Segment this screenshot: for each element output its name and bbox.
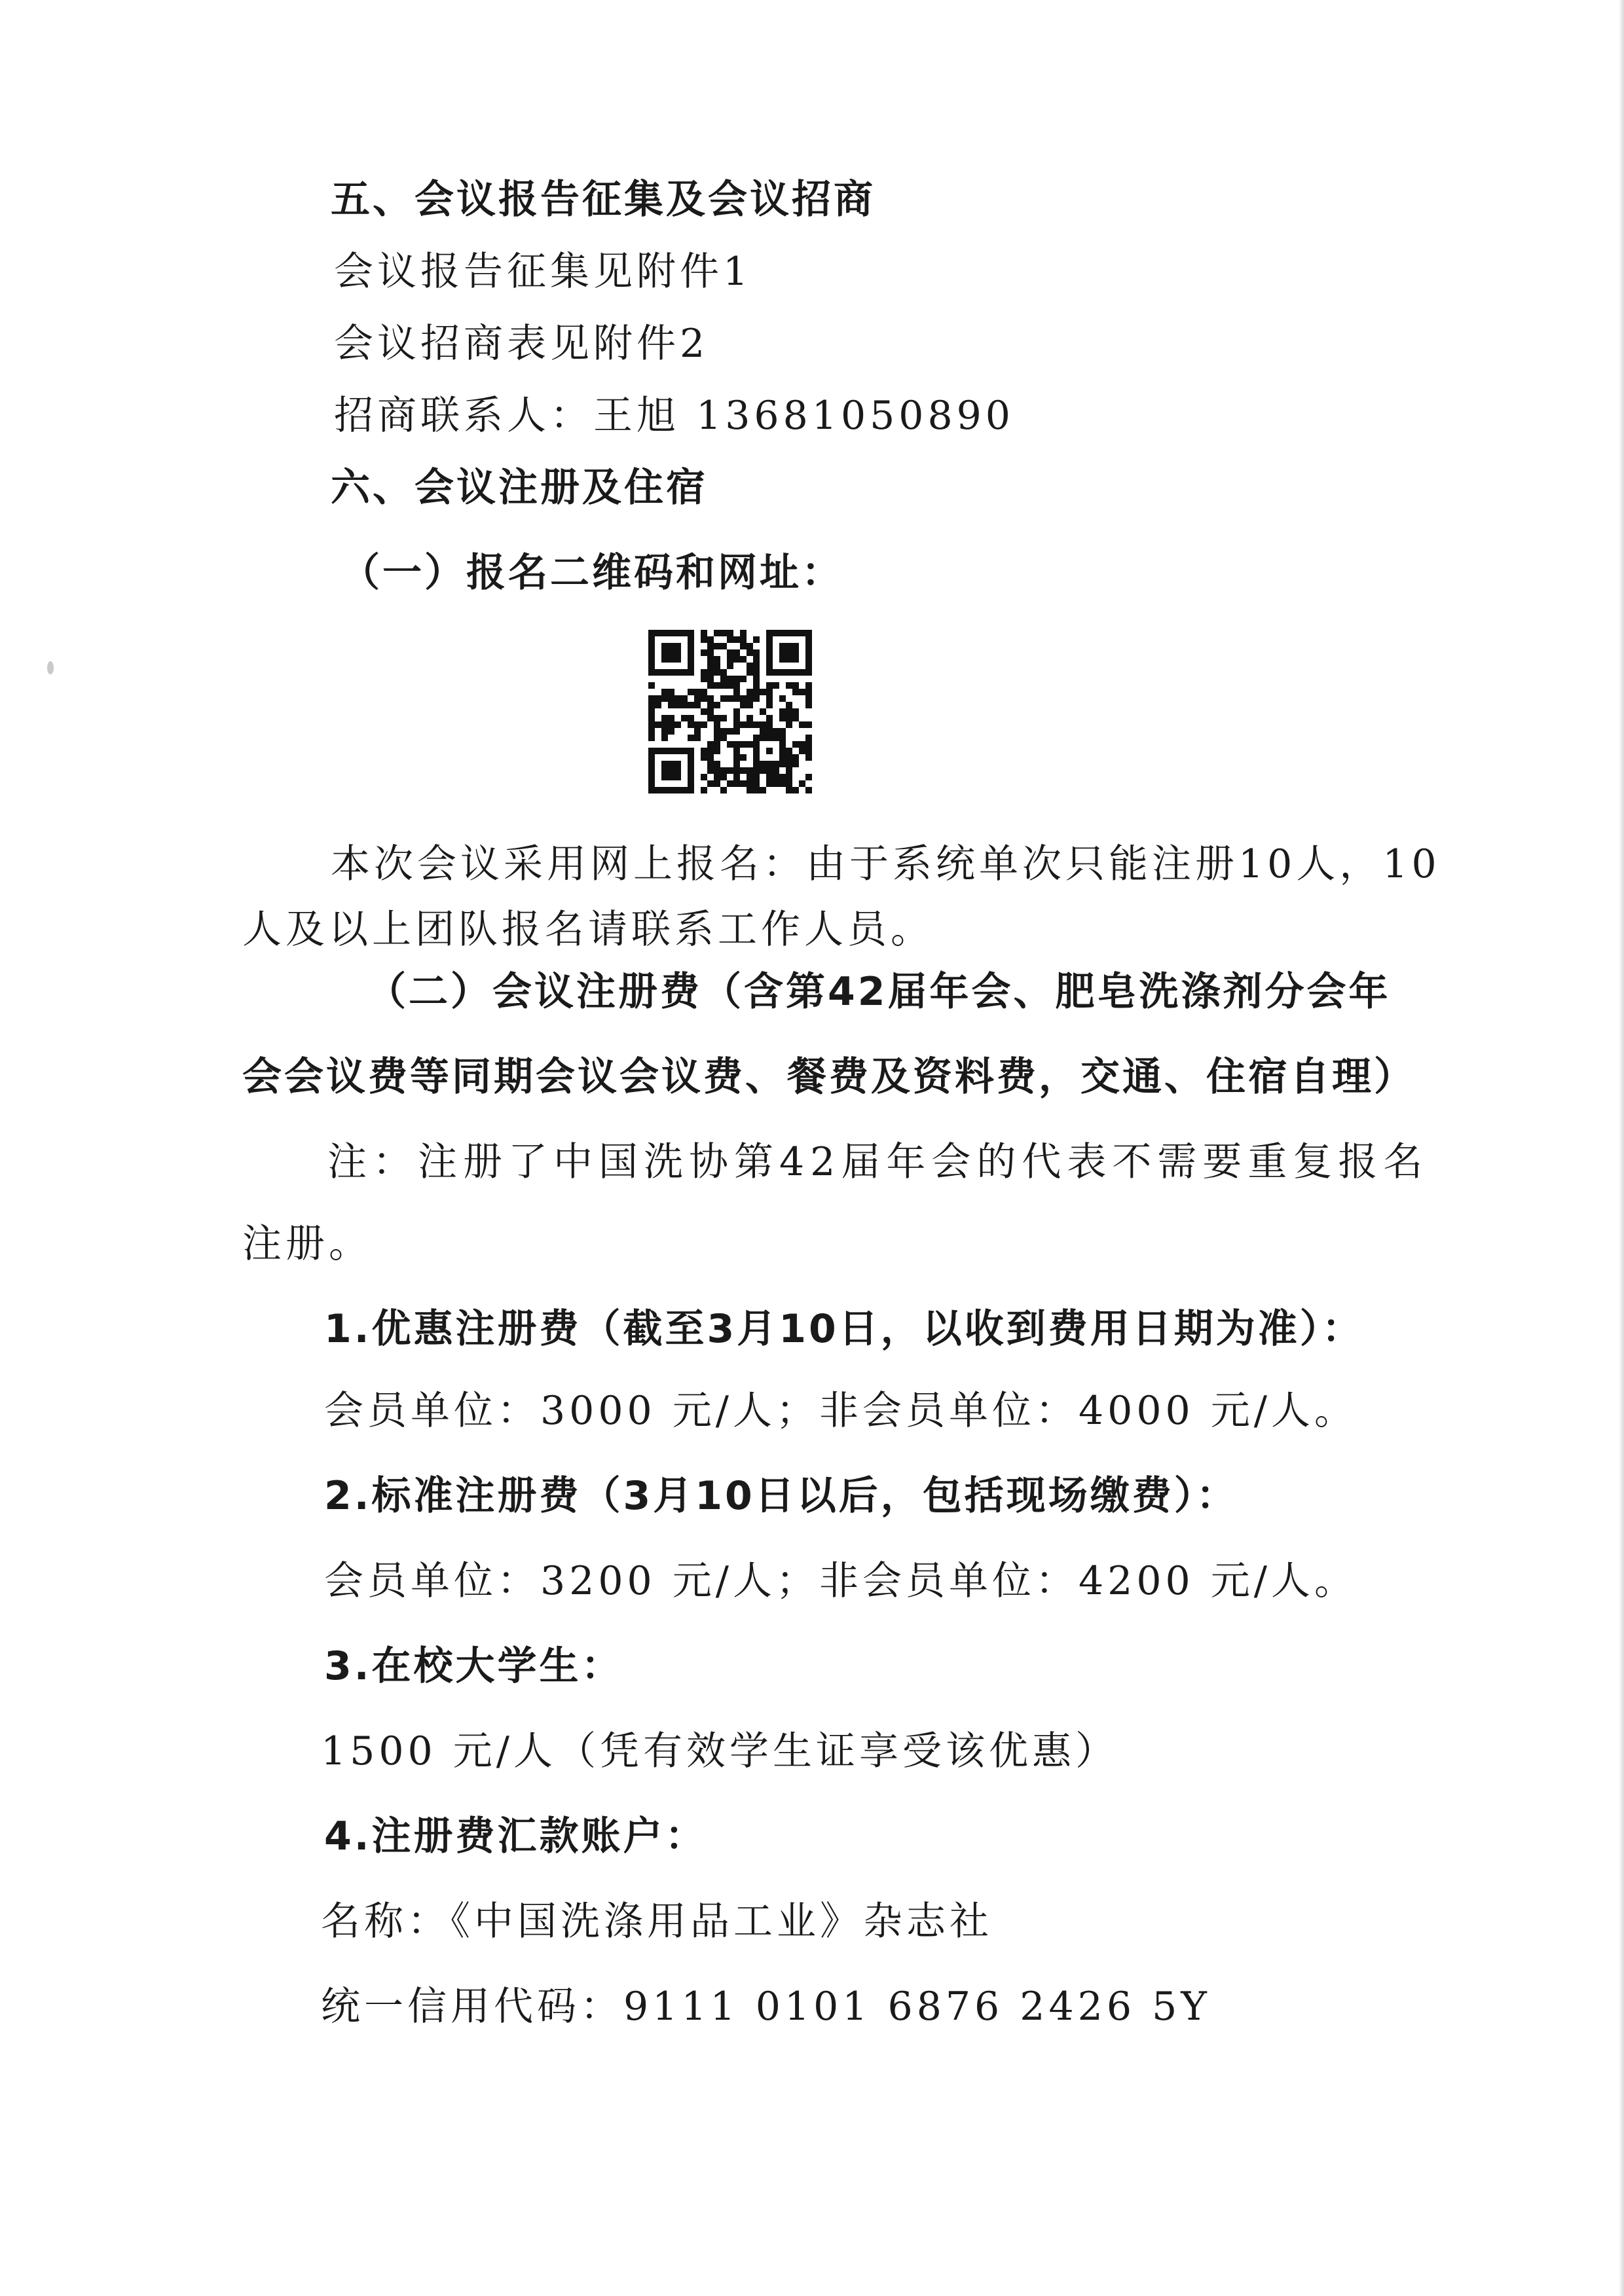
item2-heading: 2.标准注册费（3月10日以后，包括现场缴费）： bbox=[324, 1473, 1238, 1519]
online-note-line2: 人及以上团队报名请联系工作人员。 bbox=[242, 907, 934, 953]
section5-line-contact: 招商联系人：王旭 13681050890 bbox=[334, 393, 1014, 439]
item4-heading: 4.注册费汇款账户： bbox=[324, 1813, 707, 1859]
note-line2: 注册。 bbox=[242, 1221, 372, 1267]
section5-line-reports: 会议报告征集见附件1 bbox=[334, 249, 752, 295]
sub2-heading-line2: 会会议费等同期会议会议费、餐费及资料费，交通、住宿自理） bbox=[242, 1054, 1416, 1100]
item1-detail: 会员单位：3000 元/人；非会员单位：4000 元/人。 bbox=[324, 1388, 1357, 1434]
account-credit-code: 统一信用代码：9111 0101 6876 2426 5Y bbox=[321, 1984, 1211, 2030]
scan-edge-shadow bbox=[1619, 0, 1624, 2296]
sub1-heading: （一）报名二维码和网址： bbox=[341, 550, 843, 596]
scan-speck bbox=[47, 661, 54, 674]
account-name: 名称：《中国洗涤用品工业》杂志社 bbox=[321, 1899, 993, 1944]
item1-heading: 1.优惠注册费（截至3月10日，以收到费用日期为准）： bbox=[324, 1306, 1364, 1352]
item3-heading: 3.在校大学生： bbox=[324, 1643, 623, 1689]
qr-code-image bbox=[648, 630, 812, 793]
section6-heading: 六、会议注册及住宿 bbox=[331, 465, 708, 511]
registration-qr-code[interactable] bbox=[648, 630, 812, 793]
item3-detail: 1500 元/人（凭有效学生证享受该优惠） bbox=[321, 1728, 1118, 1774]
section5-line-sponsorship: 会议招商表见附件2 bbox=[334, 321, 709, 367]
online-note-line1: 本次会议采用网上报名：由于系统单次只能注册10人，10 bbox=[331, 841, 1441, 887]
note-line1: 注：注册了中国洗协第42届年会的代表不需要重复报名 bbox=[327, 1139, 1429, 1185]
sub2-heading-line1: （二）会议注册费（含第42届年会、肥皂洗涤剂分会年 bbox=[367, 969, 1391, 1015]
item2-detail: 会员单位：3200 元/人；非会员单位：4200 元/人。 bbox=[324, 1558, 1357, 1604]
section5-heading: 五、会议报告征集及会议招商 bbox=[331, 177, 876, 223]
